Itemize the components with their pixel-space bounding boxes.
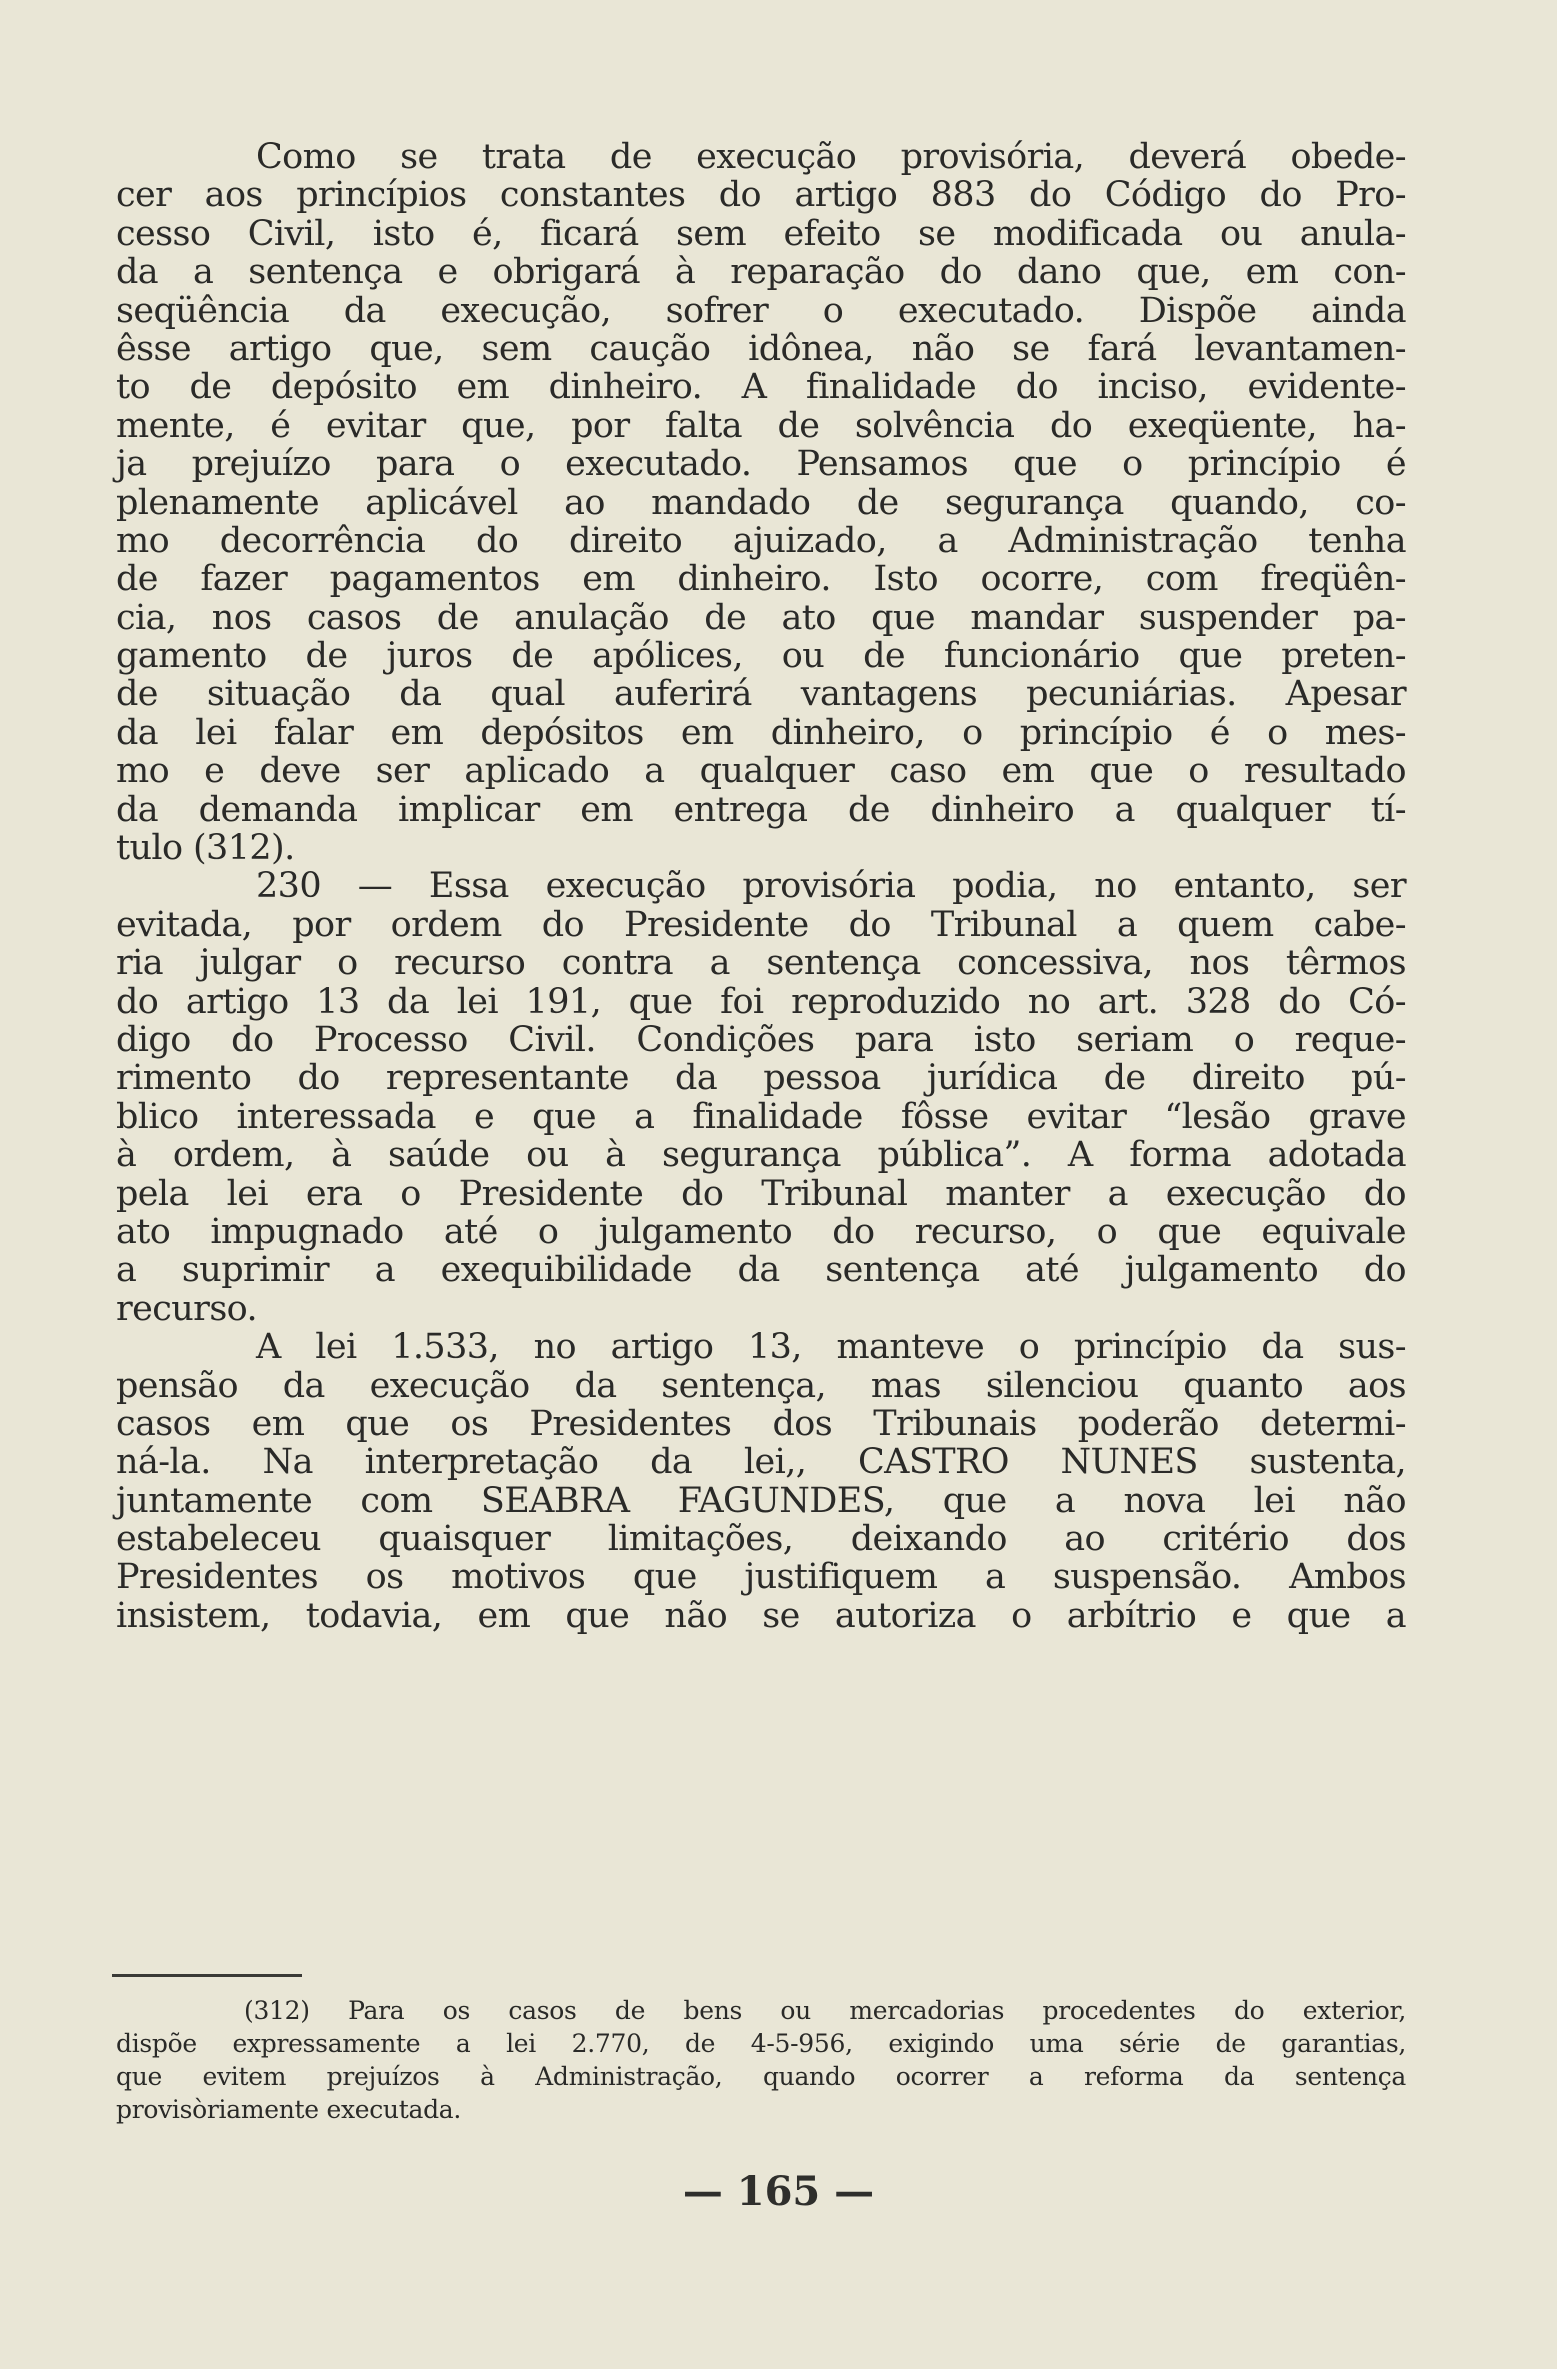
text-line: evitada, por ordem do Presidente do Tribunal a quem cabe- xyxy=(116,904,1406,945)
text-line: plenamente aplicável ao mandado de segurança quando, co- xyxy=(116,482,1406,523)
text-line: recurso. xyxy=(116,1288,258,1329)
footnote-line: dispõe expressamente a lei 2.770, de 4-5-956, exigindo uma série de garantias, xyxy=(116,2029,1406,2058)
section-230-heading-line: 230 — Essa execução provisória podia, no entanto, ser xyxy=(256,866,1406,907)
text-line: ria julgar o recurso contra a sentença concessiva, nos têrmos xyxy=(116,943,1406,984)
page-number: — 165 — xyxy=(682,2168,875,2215)
text-line: casos em que os Presidentes dos Tribunais poderão determi- xyxy=(116,1403,1406,1444)
text-line: pensão da execução da sentença, mas silenciou quanto aos xyxy=(116,1365,1406,1406)
text-line: cer aos princípios constantes do artigo 883 do Código do Pro- xyxy=(116,175,1406,216)
text-line: juntamente com SEABRA FAGUNDES, que a nova lei não xyxy=(116,1480,1406,1521)
text-line: insistem, todavia, em que não se autoriza o arbítrio e que a xyxy=(116,1595,1406,1636)
text-line: da demanda implicar em entrega de dinheiro a qualquer tí- xyxy=(116,789,1406,830)
text-line: Presidentes os motivos que justifiquem a suspensão. Ambos xyxy=(116,1557,1406,1598)
text-line: à ordem, à saúde ou à segurança pública”. A forma adotada xyxy=(116,1135,1406,1176)
text-line: pela lei era o Presidente do Tribunal manter a execução do xyxy=(116,1173,1406,1214)
paragraph-2 xyxy=(116,867,1406,1328)
text-line: ato impugnado até o julgamento do recurso, o que equivale xyxy=(116,1211,1406,1252)
footnote-line: (312) Para os casos de bens ou mercadorias procedentes do exterior, xyxy=(244,1996,1406,2025)
text-line: blico interessada e que a finalidade fôsse evitar “lesão grave xyxy=(116,1096,1406,1137)
body-text xyxy=(116,138,1406,1635)
text-line: a suprimir a exequibilidade da sentença até julgamento do xyxy=(116,1250,1406,1291)
text-line: da lei falar em depósitos em dinheiro, o princípio é o mes- xyxy=(116,712,1406,753)
text-line: mente, é evitar que, por falta de solvência do exeqüente, ha- xyxy=(116,405,1406,446)
text-line: ná-la. Na interpretação da lei,, CASTRO NUNES sustenta, xyxy=(116,1442,1406,1483)
text-line: tulo (312). xyxy=(116,828,295,869)
text-line: ja prejuízo para o executado. Pensamos que o princípio é xyxy=(116,444,1406,485)
text-line: Como se trata de execução provisória, deverá obede- xyxy=(256,137,1406,177)
footnote-line: que evitem prejuízos à Administração, quando ocorrer a reforma da sentença xyxy=(116,2062,1406,2091)
text-line: cia, nos casos de anulação de ato que mandar suspender pa- xyxy=(116,597,1406,638)
text-line: cesso Civil, isto é, ficará sem efeito se modificada ou anula- xyxy=(116,213,1406,254)
text-line: de situação da qual auferirá vantagens pecuniárias. Apesar xyxy=(116,674,1406,715)
text-line: mo decorrência do direito ajuizado, a Administração tenha xyxy=(116,520,1406,561)
text-line: gamento de juros de apólices, ou de funcionário que preten- xyxy=(116,636,1406,677)
text-line: êsse artigo que, sem caução idônea, não se fará levantamen- xyxy=(116,328,1406,369)
text-line: do artigo 13 da lei 191, que foi reproduzido no art. 328 do Có- xyxy=(116,981,1406,1022)
text-line: A lei 1.533, no artigo 13, manteve o princípio da sus- xyxy=(256,1327,1406,1368)
text-line: to de depósito em dinheiro. A finalidade do inciso, evidente- xyxy=(116,367,1406,408)
text-line: rimento do representante da pessoa jurídica de direito pú- xyxy=(116,1058,1406,1099)
text-line: de fazer pagamentos em dinheiro. Isto ocorre, com freqüên- xyxy=(116,559,1406,600)
footnote-line: provisòriamente executada. xyxy=(116,2095,462,2124)
text-line: seqüência da execução, sofrer o executado. Dispõe ainda xyxy=(116,290,1406,331)
paragraph-3 xyxy=(116,1328,1406,1635)
footnote-divider xyxy=(112,1974,302,1977)
paragraph-1 xyxy=(116,138,1406,867)
text-line: da a sentença e obrigará à reparação do dano que, em con- xyxy=(116,252,1406,293)
text-line: estabeleceu quaisquer limitações, deixando ao critério dos xyxy=(116,1519,1406,1560)
text-line: digo do Processo Civil. Condições para isto seriam o reque- xyxy=(116,1019,1406,1060)
footnote-312 xyxy=(116,1994,1406,2126)
text-line: mo e deve ser aplicado a qualquer caso em que o resultado xyxy=(116,751,1406,792)
